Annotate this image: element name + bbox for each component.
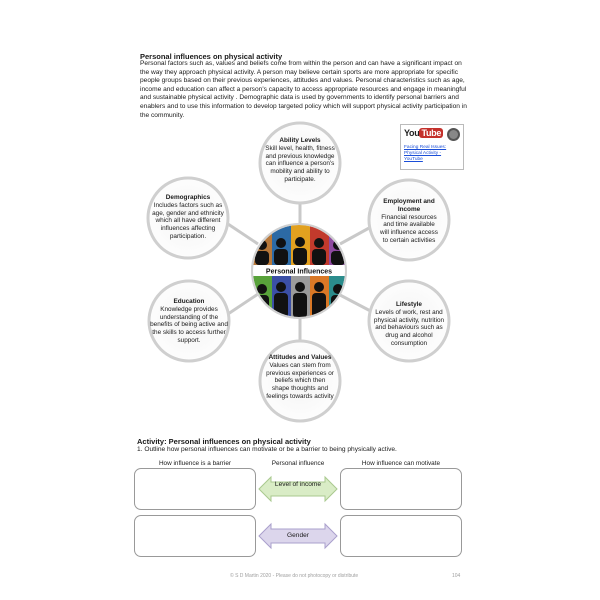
ability-levels-node — [262, 137, 338, 184]
attitudes-values-title: Attitudes and Values — [268, 354, 332, 361]
section-heading: Personal influences on physical activity — [140, 52, 283, 61]
ability-levels-text: Skill level, health, fitness and previous knowledge can influence a person's mobility and ability to participate. — [265, 144, 335, 183]
page-number: 104 — [452, 573, 461, 579]
gender-barrier-answer-box[interactable] — [134, 515, 256, 557]
demographics-text: Includes factors such as age, gender and ethnicity which all have different influences affecting participation. — [152, 201, 224, 240]
lifestyle-node — [373, 301, 445, 348]
youtube-logo-tube: Tube — [421, 128, 442, 138]
education-text: Knowledge provides understanding of the benefits of being active and the skills to access further support. — [150, 305, 228, 344]
influence-column-header: Personal influence — [271, 460, 325, 467]
ability-levels-title: Ability Levels — [279, 137, 321, 144]
video-link-text[interactable]: Facing Real Issues: Physical Activity - YouTube — [404, 145, 447, 162]
barrier-column-header: How influence is a barrier — [158, 460, 232, 467]
gender-motivate-answer-box[interactable] — [340, 515, 462, 557]
influence-label-income: Level of income — [274, 481, 322, 488]
employment-income-text: Financial resources and time available will influence access to certain activities — [380, 213, 438, 244]
copyright-footer: © S D Martin 2020 - Please do not photocopy or distribute — [230, 573, 359, 579]
activity-title: Activity: Personal influences on physical activity — [137, 437, 311, 446]
attitudes-values-text: Values can stem from previous experiences or beliefs which then shape thoughts and feelings towards activity — [266, 361, 334, 400]
income-double-arrow — [258, 474, 338, 504]
influence-label-gender: Gender — [287, 532, 309, 539]
lifestyle-title: Lifestyle — [396, 301, 422, 308]
income-barrier-answer-box[interactable] — [134, 468, 256, 510]
youtube-logo-you: You — [404, 128, 420, 138]
education-node — [148, 298, 230, 345]
center-label: Personal Influences — [265, 268, 333, 276]
income-motivate-answer-box[interactable] — [340, 468, 462, 510]
demographics-node — [150, 194, 226, 241]
motivate-column-header: How influence can motivate — [361, 460, 441, 467]
employment-income-node — [378, 198, 440, 245]
employment-income-title: Employment and Income — [383, 198, 435, 213]
activity-instruction: 1. Outline how personal influences can motivate or be a barrier to being physically active. — [137, 446, 397, 453]
education-title: Education — [173, 298, 205, 305]
lifestyle-text: Levels of work, rest and physical activity, nutrition and behaviours such as drug and alcohol consumption — [373, 308, 445, 347]
demographics-title: Demographics — [165, 194, 211, 201]
intro-paragraph: Personal factors such as, values and beliefs come from within the person and can have a significant impact on the way they approach physical activity. A person may believe certain sports are more appropriate for specific people groups based on their previous experiences, attitudes and values. Personal characteristics such as age, income and education can affect a person's capacity to access appropriate resources and engage in meaningful and sustainable physical activity . Demographic data is used by governments to identify personal barriers and enablers and to use this information to develop targeted policy which will support physical activity participation in the community. — [140, 60, 467, 119]
attitudes-values-node — [266, 354, 334, 401]
